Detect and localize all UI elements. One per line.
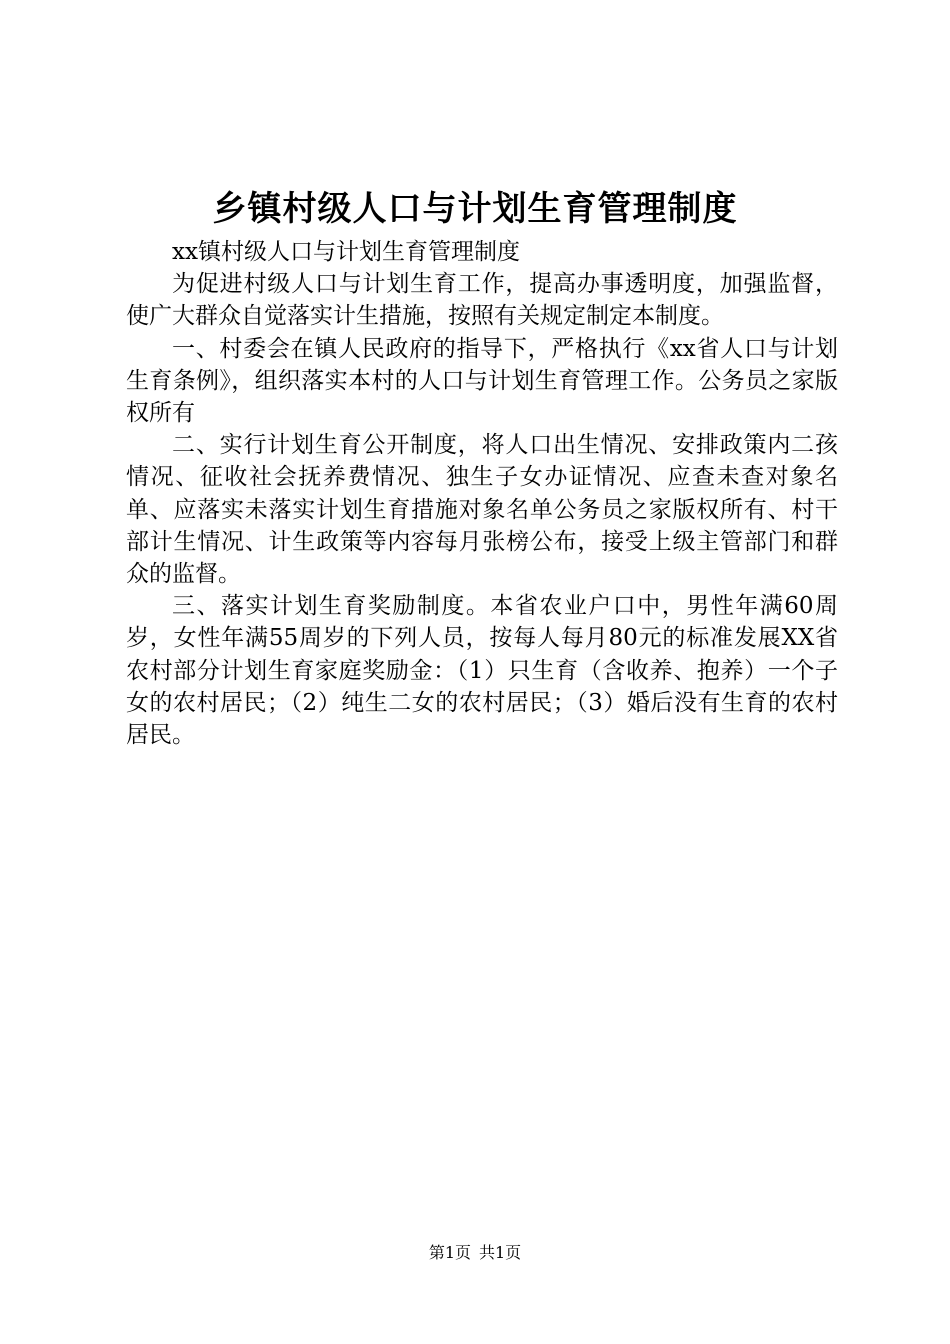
page-title: 乡镇村级人口与计划生育管理制度 xyxy=(212,189,738,229)
paragraph-intro: 为促进村级人口与计划生育工作，提高办事透明度，加强监督，使广大群众自觉落实计生措施，按照有关规定制定本制度。 xyxy=(126,271,838,330)
document-body xyxy=(126,236,838,751)
paragraph-article-3: 三、落实计划生育奖励制度。本省农业户口中，男性年满60周岁，女性年满55周岁的下列人员，按每人每月80元的标准发展XX省农村部分计划生育家庭奖励金：（1）只生育（含收养、抱养）一个子女的农村居民；（2）纯生二女的农村居民；（3）婚后没有生育的农村居民。 xyxy=(126,593,838,749)
page-number: 第1页 xyxy=(428,1243,471,1262)
paragraph-subtitle: xx镇村级人口与计划生育管理制度 xyxy=(172,239,520,265)
page-footer xyxy=(0,1241,950,1265)
page-total: 共1页 xyxy=(479,1243,522,1262)
paragraph-article-2: 二、实行计划生育公开制度，将人口出生情况、安排政策内二孩情况、征收社会抚养费情况、独生子女办证情况、应查未查对象名单、应落实未落实计划生育措施对象名单公务员之家版权所有、村干部计生情况、计生政策等内容每月张榜公布，接受上级主管部门和群众的监督。 xyxy=(126,432,838,588)
paragraph-article-1: 一、村委会在镇人民政府的指导下，严格执行《xx省人口与计划生育条例》，组织落实本村的人口与计划生育管理工作。公务员之家版权所有 xyxy=(126,335,838,427)
